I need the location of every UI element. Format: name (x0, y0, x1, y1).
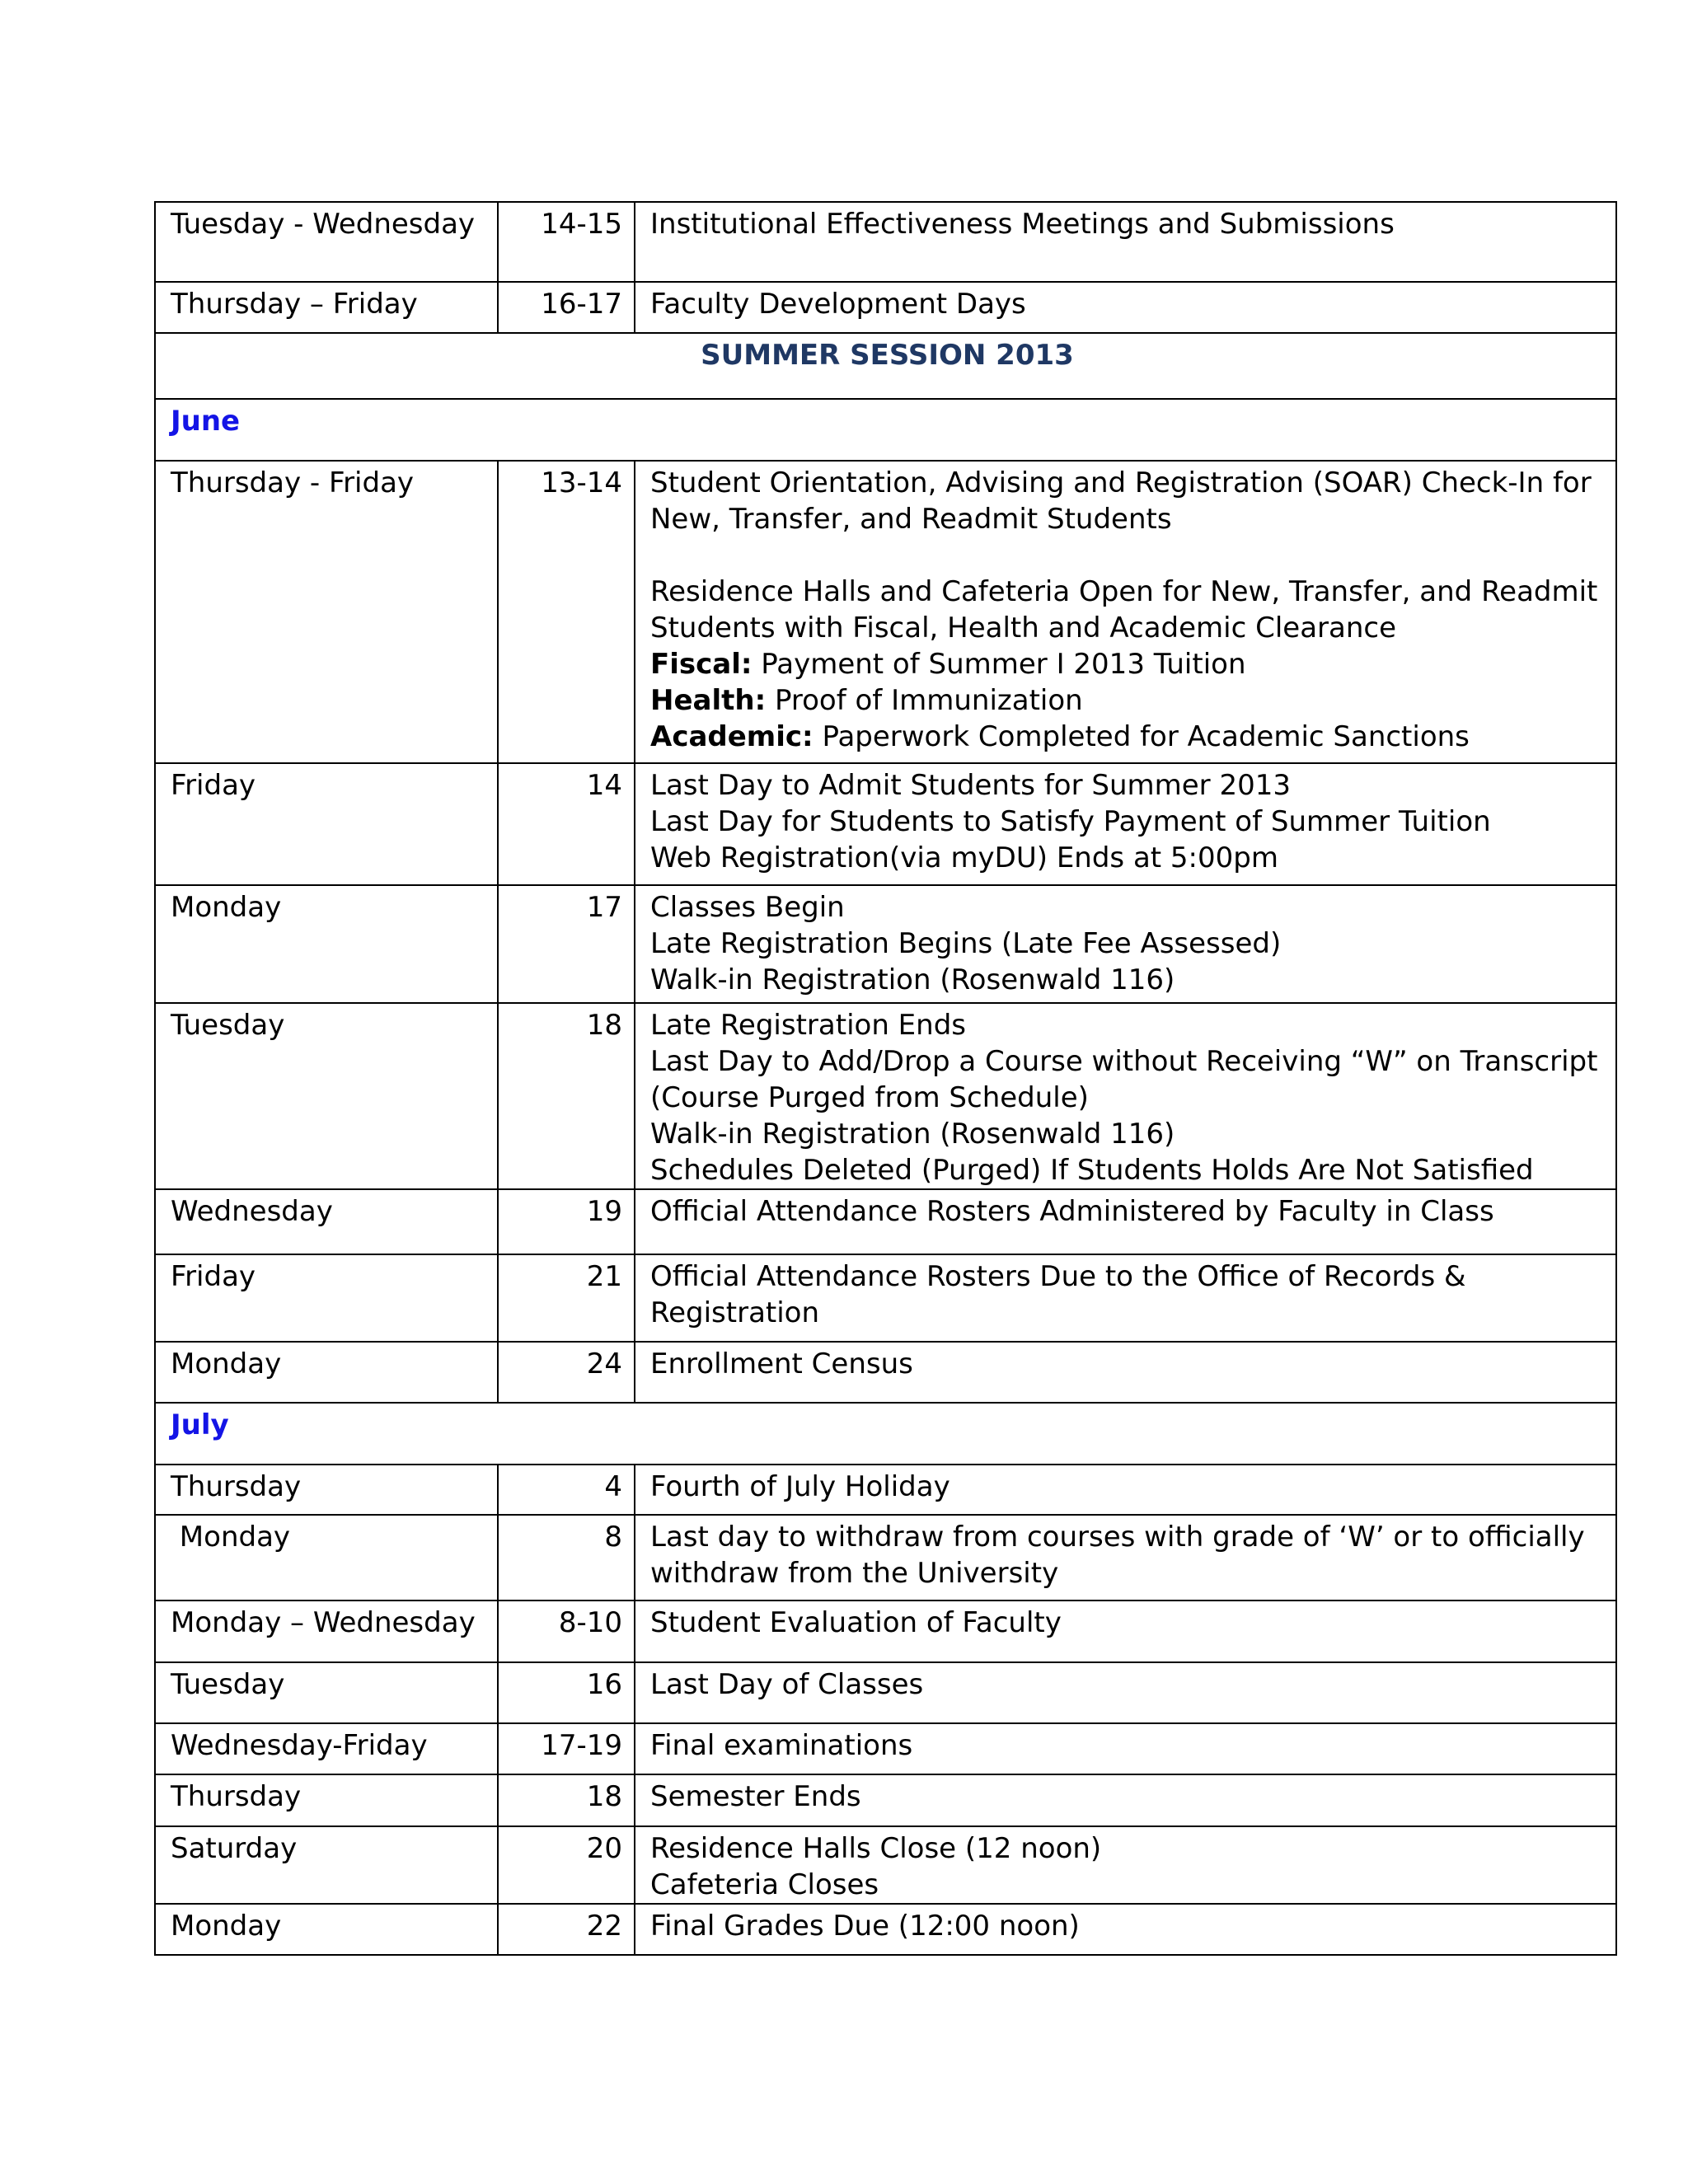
event-cell (635, 1723, 1616, 1774)
fiscal-text: Payment of Summer I 2013 Tuition (752, 648, 1246, 681)
health-label: Health: (650, 684, 767, 717)
event-line: Last day to withdraw from courses with grade of ‘W’ or to officially (650, 1521, 1585, 1554)
event-line: Final Grades Due (12:00 noon) (650, 1910, 1080, 1943)
day-cell: Thursday (155, 1774, 498, 1826)
event-line: Institutional Effectiveness Meetings and Submissions (650, 208, 1395, 241)
table-row (155, 1515, 1616, 1601)
health-text: Proof of Immunization (766, 684, 1083, 717)
date-cell: 24 (498, 1342, 635, 1403)
day-cell: Thursday (155, 1465, 498, 1515)
date-cell: 8 (498, 1515, 635, 1601)
event-line: Last Day for Students to Satisfy Payment of Summer Tuition (650, 805, 1491, 838)
table-row (155, 763, 1616, 885)
event-cell (635, 282, 1616, 333)
table-row (155, 1826, 1616, 1904)
event-cell (635, 1342, 1616, 1403)
health-line (650, 682, 1604, 719)
day-cell: Thursday – Friday (155, 282, 498, 333)
table-row (155, 1189, 1616, 1254)
table-row (155, 1774, 1616, 1826)
event-line: Last Day of Classes (650, 1668, 924, 1701)
day-cell: Wednesday (155, 1189, 498, 1254)
event-line: New, Transfer, and Readmit Students (650, 503, 1172, 536)
date-cell: 19 (498, 1189, 635, 1254)
event-cell (635, 1774, 1616, 1826)
fiscal-label: Fiscal: (650, 648, 753, 681)
day-cell: Monday (155, 1904, 498, 1955)
day-cell: Friday (155, 763, 498, 885)
event-cell (635, 1254, 1616, 1342)
date-cell: 14 (498, 763, 635, 885)
date-cell: 18 (498, 1003, 635, 1189)
event-line: Faculty Development Days (650, 288, 1026, 321)
day-cell: Tuesday (155, 1003, 498, 1189)
table-row (155, 282, 1616, 333)
event-cell (635, 1662, 1616, 1723)
date-cell: 21 (498, 1254, 635, 1342)
date-cell: 20 (498, 1826, 635, 1904)
table-row (155, 461, 1616, 763)
date-cell: 14-15 (498, 202, 635, 282)
day-cell: Monday (155, 885, 498, 1003)
table-row (155, 1003, 1616, 1189)
event-line: Last Day to Admit Students for Summer 2013 (650, 769, 1291, 802)
event-cell (635, 1601, 1616, 1662)
day-cell: Saturday (155, 1826, 498, 1904)
academic-line (650, 719, 1604, 755)
day-cell: Wednesday-Friday (155, 1723, 498, 1774)
spacer (650, 537, 1604, 574)
table-row (155, 1601, 1616, 1662)
event-line: Semester Ends (650, 1780, 861, 1813)
event-cell (635, 1826, 1616, 1904)
date-cell: 16 (498, 1662, 635, 1723)
event-line: Residence Halls Close (12 noon) (650, 1832, 1102, 1865)
event-line: Schedules Deleted (Purged) If Students Holds Are Not Satisfied (650, 1154, 1534, 1187)
day-cell: Tuesday - Wednesday (155, 202, 498, 282)
event-line: Walk-in Registration (Rosenwald 116) (650, 963, 1175, 996)
month-heading-july: July (155, 1403, 1616, 1465)
event-cell (635, 1003, 1616, 1189)
day-cell: Monday (155, 1342, 498, 1403)
event-cell (635, 461, 1616, 763)
table-row (155, 1254, 1616, 1342)
academic-calendar-table (154, 201, 1617, 1956)
fiscal-line (650, 646, 1604, 682)
table-row (155, 202, 1616, 282)
event-line: Web Registration(via myDU) Ends at 5:00pm (650, 841, 1278, 874)
date-cell: 13-14 (498, 461, 635, 763)
date-cell: 4 (498, 1465, 635, 1515)
table-row (155, 1662, 1616, 1723)
event-line: Official Attendance Rosters Due to the Office of Records & (650, 1260, 1466, 1293)
event-line: Residence Halls and Cafeteria Open for New, Transfer, and Readmit (650, 575, 1598, 608)
event-cell (635, 885, 1616, 1003)
event-cell (635, 202, 1616, 282)
date-cell: 8-10 (498, 1601, 635, 1662)
event-line: Registration (650, 1296, 820, 1329)
table-row (155, 1342, 1616, 1403)
date-cell: 16-17 (498, 282, 635, 333)
day-cell: Thursday - Friday (155, 461, 498, 763)
event-line: Final examinations (650, 1729, 913, 1762)
day-cell: Tuesday (155, 1662, 498, 1723)
event-line: Late Registration Begins (Late Fee Assessed) (650, 927, 1282, 960)
month-heading-june: June (155, 399, 1616, 461)
event-line: Official Attendance Rosters Administered by Faculty in Class (650, 1195, 1494, 1228)
event-line: Student Evaluation of Faculty (650, 1606, 1062, 1639)
table-row (155, 1723, 1616, 1774)
day-cell: Monday (155, 1515, 498, 1601)
event-line: (Course Purged from Schedule) (650, 1081, 1089, 1114)
event-cell (635, 1465, 1616, 1515)
table-row (155, 885, 1616, 1003)
event-line: Enrollment Census (650, 1347, 913, 1380)
event-line: Students with Fiscal, Health and Academic Clearance (650, 612, 1397, 644)
event-line: withdraw from the University (650, 1557, 1059, 1590)
event-line: Walk-in Registration (Rosenwald 116) (650, 1118, 1175, 1151)
date-cell: 17-19 (498, 1723, 635, 1774)
academic-label: Academic: (650, 720, 814, 753)
month-row-june (155, 399, 1616, 461)
session-title: SUMMER SESSION 2013 (155, 333, 1616, 399)
event-cell (635, 1904, 1616, 1955)
session-header-row (155, 333, 1616, 399)
academic-text: Paperwork Completed for Academic Sanctions (813, 720, 1470, 753)
date-cell: 17 (498, 885, 635, 1003)
date-cell: 18 (498, 1774, 635, 1826)
event-line: Last Day to Add/Drop a Course without Receiving “W” on Transcript (650, 1045, 1598, 1078)
day-cell: Monday – Wednesday (155, 1601, 498, 1662)
event-line: Classes Begin (650, 891, 845, 924)
event-line: Late Registration Ends (650, 1009, 966, 1042)
table-row (155, 1465, 1616, 1515)
day-cell: Friday (155, 1254, 498, 1342)
event-line: Fourth of July Holiday (650, 1470, 950, 1503)
event-cell (635, 1515, 1616, 1601)
event-line: Student Orientation, Advising and Registration (SOAR) Check-In for (650, 466, 1592, 499)
event-line: Cafeteria Closes (650, 1868, 879, 1901)
event-cell (635, 763, 1616, 885)
date-cell: 22 (498, 1904, 635, 1955)
month-row-july (155, 1403, 1616, 1465)
event-cell (635, 1189, 1616, 1254)
table-row (155, 1904, 1616, 1955)
